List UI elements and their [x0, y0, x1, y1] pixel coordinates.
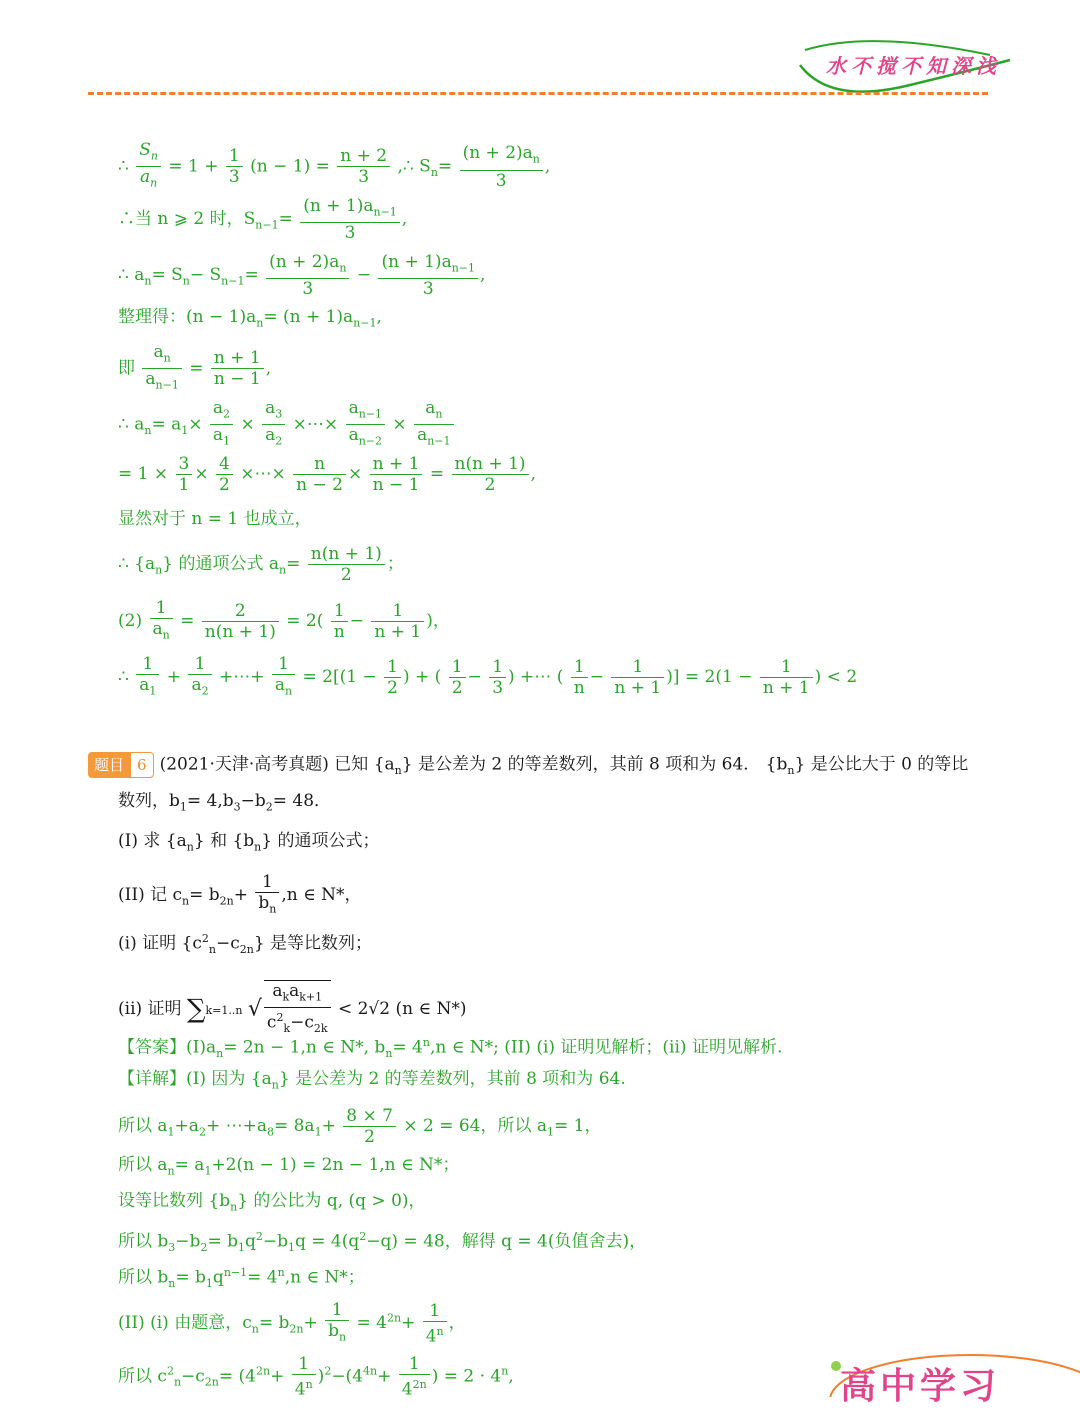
- problem-6-question-2: (II) 记 $c_n= b_{2n}+$ $\frac{1}{b_n}$ ,n ∈ N*，: [118, 872, 362, 916]
- problem-6-line-1: 题目 6 (2021·天津·高考真题) 已知 $\{a_n\}$ 是公差为 2 的等差数列，其前 8 项和为 64． $\{b_n\}$ 是公比大于 0 的等比: [88, 752, 968, 783]
- solution-line-2: ∴当 n ⩾ 2 时，$S_{n-1}=$ $\frac{(n + 1)a_{n-1}}{3}$ ,: [118, 196, 408, 244]
- detail-line-2: 所以 $a_1+a_2+$ $\cdots+a_8= 8a_1+$ $\frac{8 \times 7}{2}$ × 2 = 64，所以 $a_1= 1$，: [118, 1106, 602, 1147]
- problem-badge: 题目: [88, 752, 130, 778]
- detail-line-3: 所以 $a_n= a_1+2(n - 1) = 2n - 1,n$ ∈ N*；: [118, 1155, 460, 1178]
- detail-line-5: 所以 $b_3-b_2= b_1q^2-b_1q = 4(q^2-q) = 48$，解得 q = 4(负值舍去)，: [118, 1230, 647, 1255]
- problem-6-question-3: (i) 证明 $\{c^2_n-c_{2n}\}$ 是等比数列；: [118, 932, 373, 957]
- solution-line-7: = 1 × $\frac{3}{1}$ × $\frac{4}{2}$ ×⋯× $\frac{n}{n - 2}$ × $\frac{n + 1}{n - 1}$ = $\frac{n(n + 1)}{2}$ ,: [118, 454, 536, 495]
- solution-line-5: 即 $\frac{a_n}{a_{n-1}}$ = $\frac{n + 1}{n - 1}$ ,: [118, 342, 272, 392]
- solution-line-10: (2) $\frac{1}{a_n}$ = $\frac{2}{n(n + 1)}$ = 2( $\frac{1}{n}$ − $\frac{1}{n + 1}$ )，: [118, 598, 450, 643]
- answer-line: 【答案】$(I)a_n= 2n - 1,n$ ∈ N*, $b_n= 4^n,n$ ∈ N*; (II) (i) 证明见解析；(ii) 证明见解析.: [118, 1036, 783, 1061]
- detail-line-7: (II) (i) 由题意，$c_n= b_{2n}+$ $\frac{1}{b_n}$ = $4^{2n}+$ $\frac{1}{4^n}$ ，: [118, 1300, 466, 1347]
- detail-line-6: 所以 $b_n= b_1q^{n-1}= 4^n,n$ ∈ N*；: [118, 1266, 365, 1291]
- solution-line-8: 显然对于 n = 1 也成立，: [118, 509, 312, 529]
- detail-line-1: 【详解】(I) 因为 $\{a_n\}$ 是公差为 2 的等差数列，其前 8 项和为 64.: [118, 1069, 626, 1092]
- problem-number: 6: [130, 752, 154, 778]
- problem-6-question-1: (I) 求 $\{a_n\}$ 和 $\{b_n\}$ 的通项公式；: [118, 831, 380, 854]
- solution-line-11: ∴ $\frac{1}{a_1}$ + $\frac{1}{a_2}$ +⋯+ $\frac{1}{a_n}$ = 2[(1 − $\frac{1}{2}$ ) + ( $\frac{1}{2}$ − $\frac{1}{3}$ ) +⋯ ( $\frac{1}{n}$ − $\frac{1}{n + 1}$ )] = 2(1 − $\frac{1}{n + 1}$ ) < 2: [118, 654, 858, 699]
- solution-line-6: ∴ $a_n= a_1\times$ $\frac{a_2}{a_1}$ × $\frac{a_3}{a_2}$ ×⋯× $\frac{a_{n-1}}{a_{n-2}}$ × $\frac{a_n}{a_{n-1}}$: [118, 398, 456, 452]
- detail-line-4: 设等比数列 $\{b_n\}$ 的公比为 q, (q > 0)，: [118, 1191, 426, 1214]
- solution-line-1: ∴ $\frac{S_n}{a_n}$ = 1 + $\frac{1}{3}$ (n − 1) = $\frac{n + 2}{3}$ ,∴ $S_n=$ $\frac{(n + 2)a_n}{3}$ ,: [118, 140, 551, 191]
- solution-line-9: ∴ $\{a_n\}$ 的通项公式 $a_n=$ $\frac{n(n + 1)}{2}$ ；: [118, 544, 404, 585]
- header-motto: 水不搅不知深浅: [826, 54, 1001, 78]
- header-dashed-rule: [88, 92, 988, 95]
- solution-line-3: ∴ $a_n= S_n- S_{n-1}=$ $\frac{(n + 2)a_n}{3}$ − $\frac{(n + 1)a_{n-1}}{3}$ ,: [118, 252, 486, 300]
- problem-6-line-2: 数列，$b_1= 4,b_3-b_2= 48$．: [118, 791, 332, 814]
- problem-6-question-4: (ii) 证明 ∑k=1..n √ $\frac{a_ka_{k+1}}{c^2_k-c_{2k}}$ < 2√2 (n ∈ N*): [118, 980, 466, 1039]
- solution-line-4: 整理得：$(n - 1)a_n= (n + 1)a_{n-1}$,: [118, 307, 382, 330]
- footer-logo-text: 高中学习: [840, 1366, 1001, 1407]
- detail-line-8: 所以 $c^2_n-c_{2n}= (4^{2n}+$ $\frac{1}{4^n}$ )$^2-(4^{4n}+$ $\frac{1}{4^{2n}}$ ) = $2 \cdot 4^n$,: [118, 1354, 514, 1400]
